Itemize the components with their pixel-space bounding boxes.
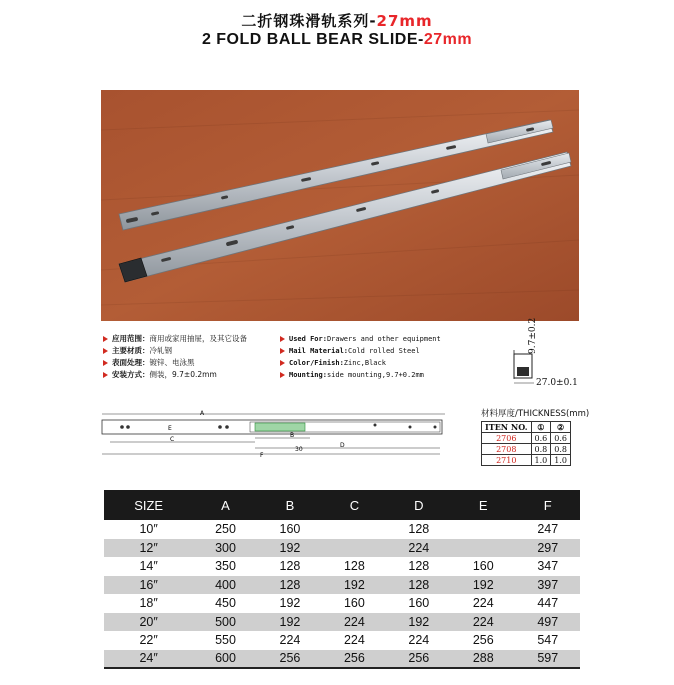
header-c: C [322,490,386,520]
cell-a: 500 [193,613,257,632]
bullet-icon [103,360,108,366]
section-width-label: 27.0±0.1 [536,378,578,388]
technical-drawing [100,408,450,458]
bullet-icon [280,360,285,366]
cell-c: 160 [343,596,365,611]
cell-size: 14″ [139,559,158,574]
cell-e [451,539,515,558]
bullet-icon [103,372,108,378]
spec-key: 安装方式： [112,370,150,379]
specs-chinese [103,333,247,381]
cell-size: 12″ [104,539,193,558]
table-row [104,613,580,632]
cell-b: 128 [258,576,322,595]
cell-a: 350 [215,559,236,574]
spec-row [103,333,247,345]
spec-value: 冷轧钢 [149,346,172,355]
cell-d: 224 [408,633,430,648]
item-code: 2710 [482,455,532,466]
label-a: A [200,410,205,417]
cell-f: 397 [515,576,580,595]
table-row [104,576,580,595]
spec-row [280,357,441,369]
spec-key: Mounting: [289,371,327,379]
cell-b: 160 [279,522,301,537]
cell-d: 192 [387,613,451,632]
cell-e: 224 [472,596,494,611]
cell-e [451,520,515,539]
bullet-icon [103,336,108,342]
thickness-value: 0.6 [531,433,551,444]
spec-key: Mail Material: [289,347,349,355]
label-e: E [168,425,172,432]
title-chinese-main: 二折钢珠滑轨系列- [241,12,377,30]
cell-size: 22″ [139,633,158,648]
spec-value: 侧装，9.7±0.2mm [149,370,217,379]
cell-e: 256 [472,633,494,648]
thickness-header-cell: ② [551,422,571,433]
cell-f: 447 [537,596,559,611]
cell-d: 160 [408,596,430,611]
cell-c: 128 [343,559,365,574]
cell-d: 128 [387,576,451,595]
spec-value: Zinc,Black [343,359,386,367]
spec-row [103,345,247,357]
thickness-row [482,433,571,444]
title-chinese [0,10,674,31]
product-photo [101,90,579,321]
bullet-icon [280,348,285,354]
table-row [104,631,580,650]
spec-key: 表面处理： [112,358,150,367]
size-table-header [104,490,580,520]
size-table [104,490,580,669]
thickness-header-cell: ① [531,422,551,433]
header-f: F [515,490,580,520]
cell-f: 297 [515,539,580,558]
cell-a: 400 [193,576,257,595]
cell-a: 250 [215,522,236,537]
label-dim: 30 [295,446,303,453]
cell-a: 450 [215,596,236,611]
thickness-row [482,444,571,455]
spec-value: Drawers and other equipment [326,335,441,343]
spec-key: 主要材质： [112,346,150,355]
header-a: A [193,490,257,520]
cell-b: 256 [258,650,322,669]
cell-e: 160 [472,559,494,574]
cell-d: 128 [408,559,430,574]
item-code: 2706 [482,433,532,444]
cell-d: 224 [387,539,451,558]
cell-size: 10″ [139,522,158,537]
cell-f: 547 [537,633,559,648]
thickness-row [482,455,571,466]
header-e: E [451,490,515,520]
spec-row [280,345,441,357]
spec-value: 商用或家用抽屉，及其它设备 [149,334,247,343]
spec-key: Color/Finish: [289,359,344,367]
label-d: D [340,442,345,449]
thickness-value: 1.0 [531,455,551,466]
thickness-table [481,421,571,466]
cell-a: 600 [193,650,257,669]
spec-row [280,333,441,345]
cell-a: 300 [193,539,257,558]
spec-key: Used For: [289,335,327,343]
thickness-value: 0.8 [531,444,551,455]
label-c: C [170,436,175,443]
label-b: B [290,432,295,439]
cell-c: 192 [322,576,386,595]
cell-b: 192 [279,596,301,611]
spec-row [280,369,441,381]
title-english [0,31,674,49]
label-f: F [260,452,264,458]
thickness-title [481,407,589,419]
table-row [104,539,580,558]
cell-f: 247 [537,522,559,537]
thickness-header-cell: ITEN NO. [482,422,532,433]
cell-d: 128 [408,522,430,537]
header-size: SIZE [104,490,193,520]
spec-value: Cold rolled Steel [348,347,420,355]
cell-f: 497 [515,613,580,632]
cell-c: 256 [322,650,386,669]
thickness-title-text: 材料厚度/THICKNESS [481,409,566,419]
cell-c [322,539,386,558]
section-height-label: 9.7±0.2 [528,317,538,354]
cell-e: 224 [451,613,515,632]
table-row [104,594,580,613]
cell-b: 192 [258,613,322,632]
thickness-value: 1.0 [551,455,571,466]
bullet-icon [103,348,108,354]
title-chinese-size: 27mm [376,12,433,30]
cell-e: 288 [451,650,515,669]
cell-c: 224 [322,613,386,632]
header-d: D [387,490,451,520]
spec-row [103,369,247,381]
item-code: 2708 [482,444,532,455]
thickness-value: 0.8 [551,444,571,455]
cell-size: 18″ [139,596,158,611]
title-english-size: 27mm [423,31,473,48]
cell-f: 347 [537,559,559,574]
table-row [104,650,580,669]
thickness-unit: (mm) [565,409,590,419]
cell-f: 597 [515,650,580,669]
spec-value: side mounting,9.7+0.2mm [326,371,424,379]
cell-c: 224 [343,633,365,648]
cell-b: 224 [279,633,301,648]
specs-english [280,333,441,381]
thickness-header-row [482,422,571,433]
cell-a: 550 [215,633,236,648]
table-row [104,520,580,539]
cell-size: 24″ [104,650,193,669]
cell-size: 20″ [104,613,193,632]
header-b: B [258,490,322,520]
spec-key: 应用范围： [112,334,150,343]
title-english-main: 2 FOLD BALL BEAR SLIDE- [201,31,424,48]
cell-d: 256 [387,650,451,669]
table-row [104,557,580,576]
spec-value: 镀锌、电泳黑 [149,358,195,367]
cell-size: 16″ [104,576,193,595]
bullet-icon [280,372,285,378]
thickness-value: 0.6 [551,433,571,444]
cell-b: 192 [258,539,322,558]
spec-row [103,357,247,369]
cell-e: 192 [451,576,515,595]
cell-c [322,520,386,539]
cell-b: 128 [279,559,301,574]
bullet-icon [280,336,285,342]
